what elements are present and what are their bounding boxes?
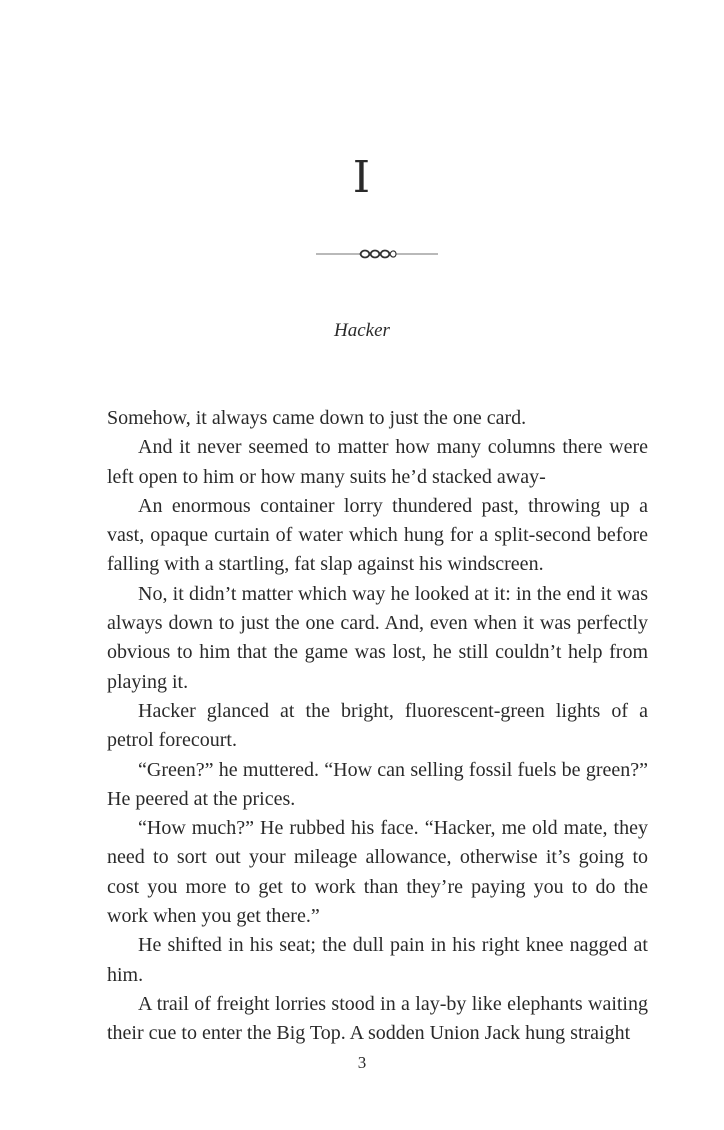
paragraph: Hacker glanced at the bright, fluorescent-green lights of a petrol forecourt. bbox=[107, 699, 648, 752]
paragraph: “Green?” he muttered. “How can selling fossil fuels be green?” He peered at the prices. bbox=[107, 758, 648, 810]
paragraph: A trail of freight lorries stood in a lay-by like elephants waiting their cue to enter the Big Top. A sodden Union Jack hung straight bbox=[107, 992, 648, 1045]
page-number: 3 bbox=[357, 1053, 367, 1072]
paragraph: “How much?” He rubbed his face. “Hacker, me old mate, they need to sort out your mileage allowance, otherwise it’s going to cost you more to get to work than they’re paying you to do the work when you get there.” bbox=[107, 817, 648, 928]
chapter-title: Hacker bbox=[334, 320, 390, 341]
flourish-divider-icon bbox=[316, 244, 438, 264]
body-text bbox=[107, 404, 648, 1049]
paragraph: No, it didn’t matter which way he looked at it: in the end it was always down to just the one card. And, even when it was perfectly obvious to him that the game was lost, he still couldn’t help from playing it. bbox=[107, 582, 648, 693]
paragraph: And it never seemed to matter how many columns there were left open to him or how many suits he’d stacked away- bbox=[107, 436, 648, 488]
paragraph: He shifted in his seat; the dull pain in his right knee nagged at him. bbox=[107, 934, 648, 986]
paragraph: An enormous container lorry thundered past, throwing up a vast, opaque curtain of water which hung for a split-second before falling with a startling, fat slap against his windscreen. bbox=[107, 494, 648, 576]
chapter-number: I bbox=[352, 152, 372, 203]
paragraph: Somehow, it always came down to just the one card. bbox=[107, 407, 527, 429]
